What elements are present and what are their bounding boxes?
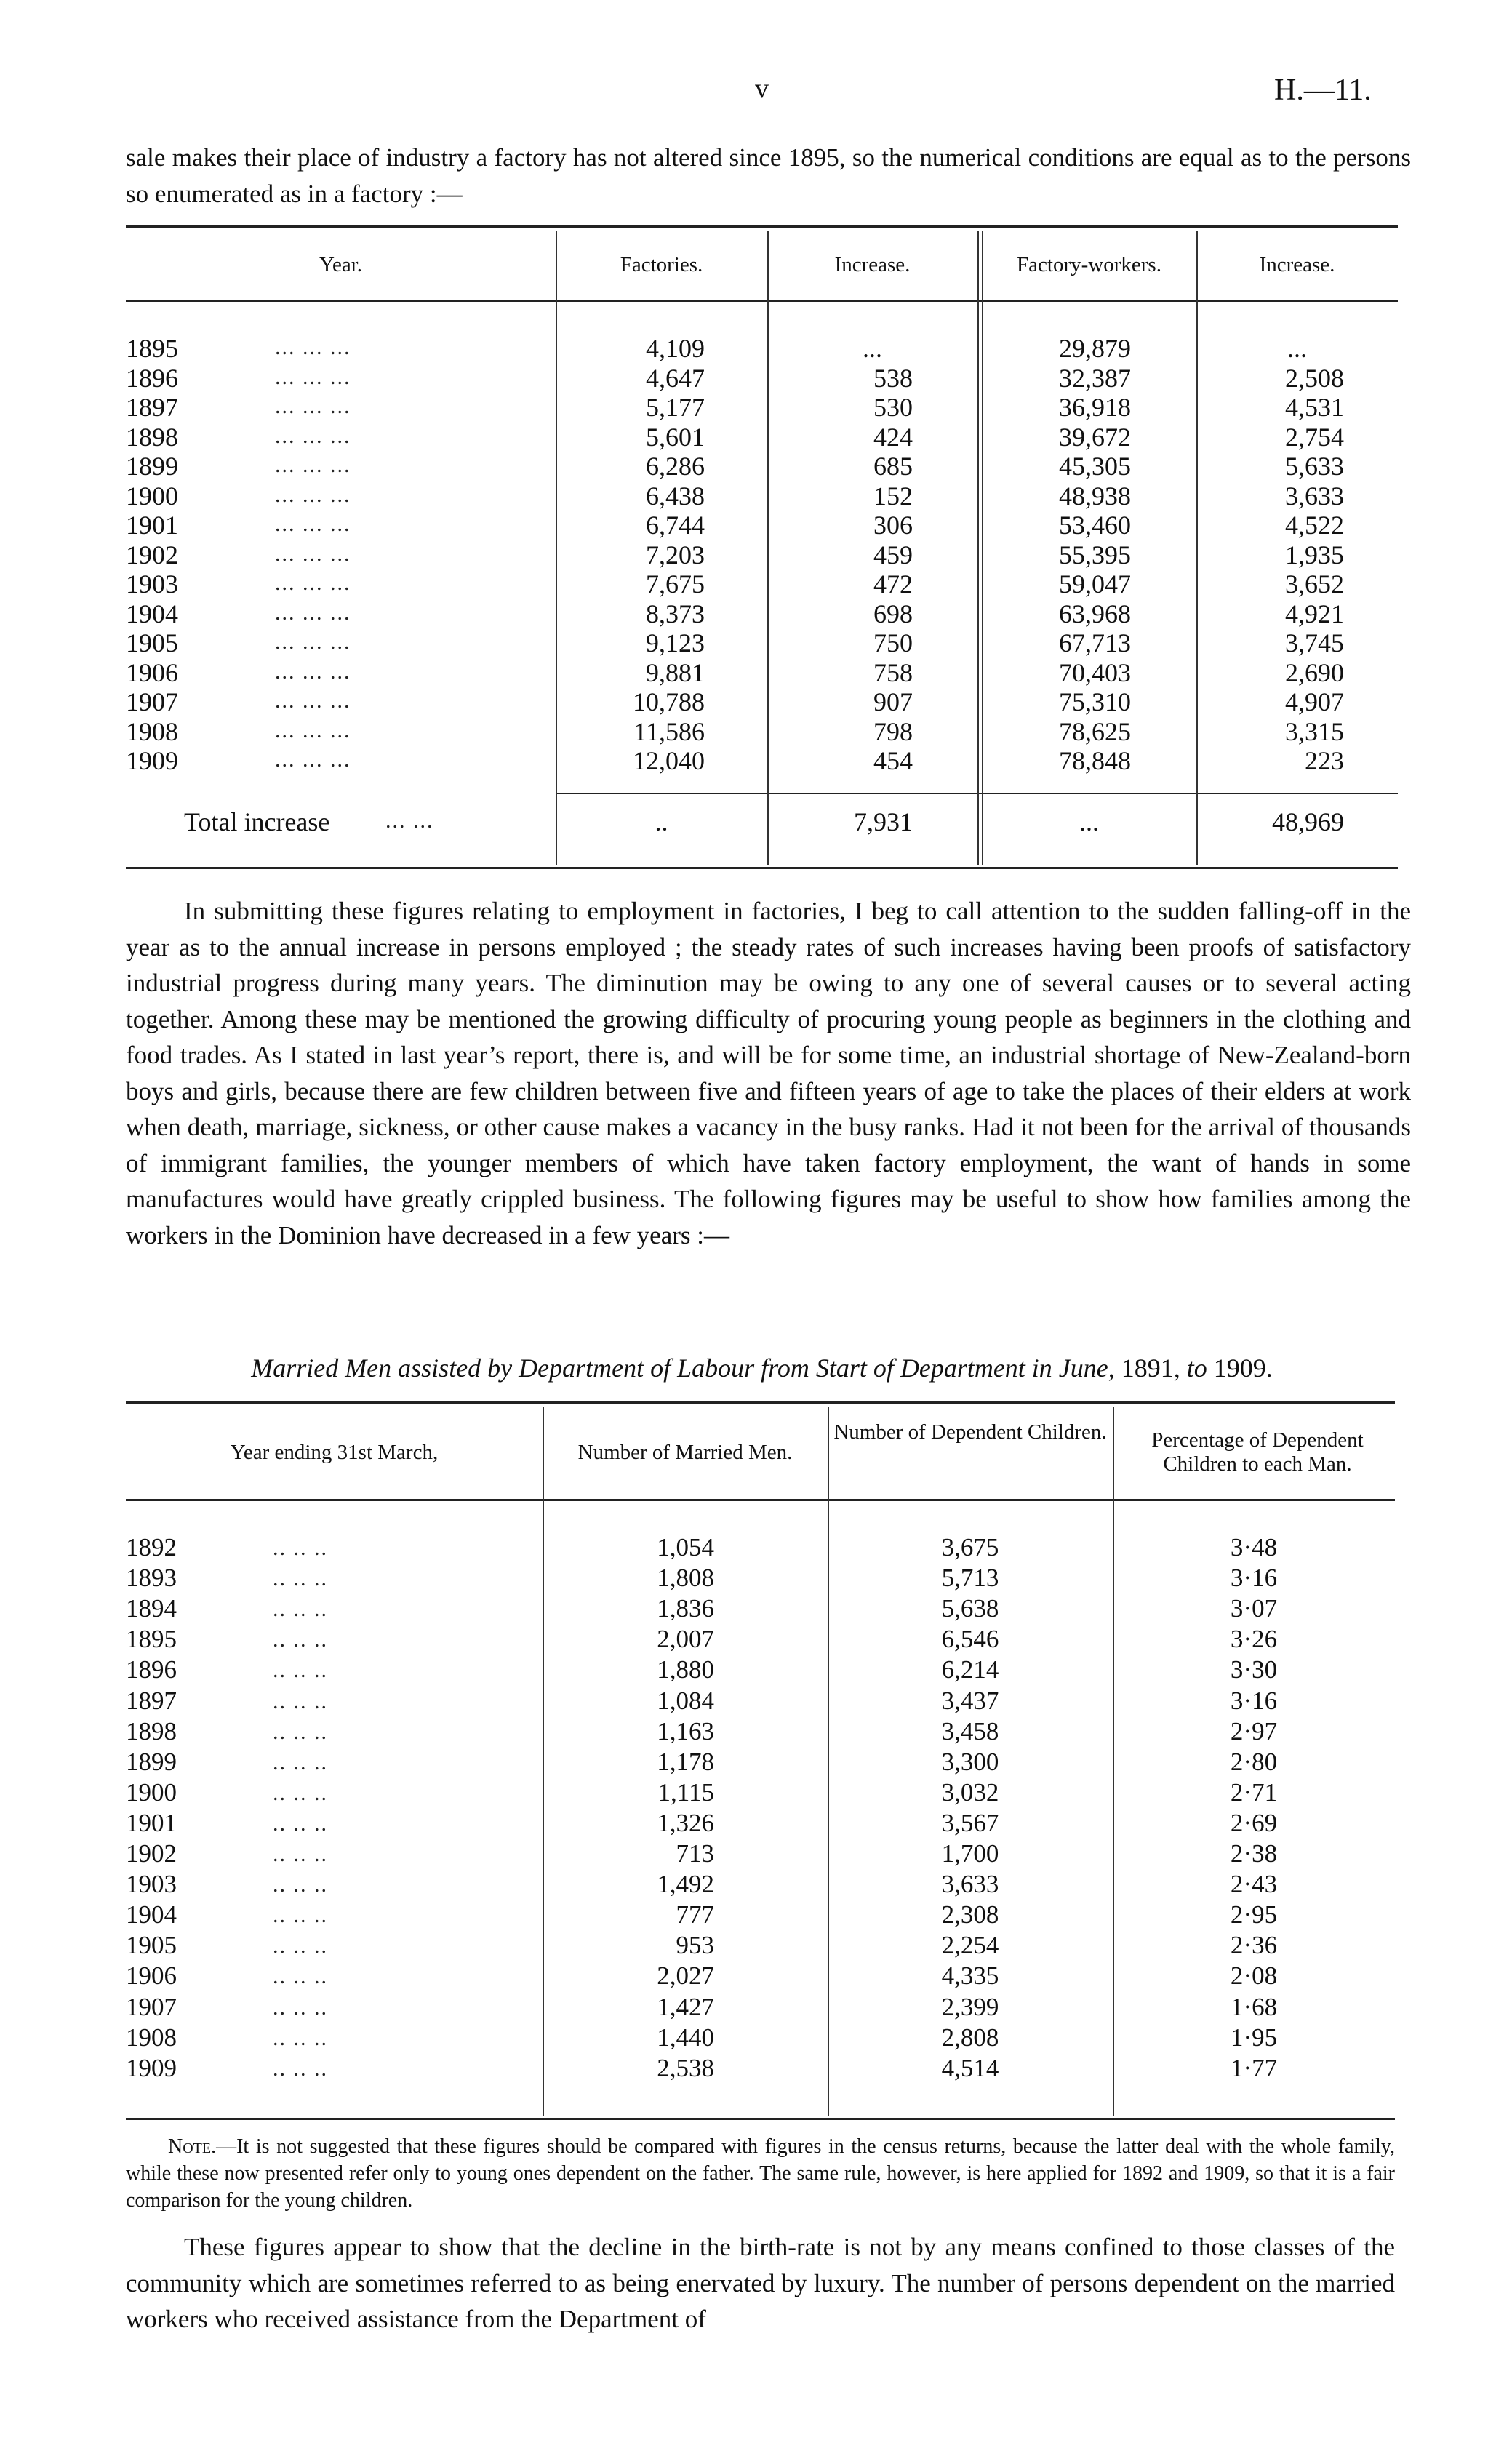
row-increase: 459 bbox=[873, 540, 913, 569]
leader-dots: .. .. .. bbox=[273, 1597, 328, 1622]
row-dependent-children: 4,335 bbox=[941, 1961, 999, 1991]
row-year: 1894 bbox=[126, 1594, 177, 1623]
leader-dots: .. .. .. bbox=[273, 1689, 328, 1713]
row-married-men: 1,836 bbox=[657, 1594, 714, 1623]
row-dependent-children: 2,254 bbox=[941, 1931, 999, 1960]
row-workers: 78,848 bbox=[1059, 746, 1131, 775]
leader-dots: ... ... ... bbox=[275, 748, 351, 772]
row-married-men: 2,538 bbox=[657, 2053, 714, 2082]
row-workers-increase: 4,921 bbox=[1285, 599, 1344, 628]
row-factories: 4,109 bbox=[646, 334, 705, 363]
leader-dots: .. .. .. bbox=[273, 2025, 328, 2050]
row-workers-increase: 4,907 bbox=[1285, 687, 1344, 716]
row-percentage: 3·16 bbox=[1230, 1686, 1278, 1715]
leader-dots: .. .. .. bbox=[273, 1567, 328, 1591]
leader-dots: .. .. .. bbox=[273, 1842, 328, 1866]
row-year: 1895 bbox=[126, 1625, 177, 1654]
leader-dots: .. .. .. bbox=[273, 1934, 328, 1959]
row-dependent-children: 3,675 bbox=[941, 1533, 999, 1561]
row-percentage: 3·26 bbox=[1230, 1625, 1278, 1654]
row-increase: 685 bbox=[873, 452, 913, 481]
row-year: 1906 bbox=[126, 1961, 177, 1991]
row-workers-increase: 2,508 bbox=[1285, 363, 1344, 393]
header-factory-workers: Factory-workers. bbox=[1017, 252, 1161, 276]
row-workers-increase: 1,935 bbox=[1285, 540, 1344, 569]
row-factories: 6,744 bbox=[646, 511, 705, 540]
row-factories: 8,373 bbox=[646, 599, 705, 628]
row-dependent-children: 2,308 bbox=[941, 1900, 999, 1929]
row-year: 1899 bbox=[126, 452, 178, 481]
row-year: 1897 bbox=[126, 393, 178, 422]
row-married-men: 1,178 bbox=[657, 1747, 714, 1776]
row-year: 1902 bbox=[126, 540, 178, 569]
row-dependent-children: 4,514 bbox=[941, 2053, 999, 2082]
total-workers: ... bbox=[1079, 807, 1099, 836]
row-married-men: 713 bbox=[676, 1839, 714, 1868]
row-workers-increase: 4,522 bbox=[1285, 511, 1344, 540]
row-year: 1898 bbox=[126, 1716, 177, 1745]
row-factories: 9,123 bbox=[646, 628, 705, 657]
row-married-men: 777 bbox=[676, 1900, 714, 1929]
row-increase: 306 bbox=[873, 511, 913, 540]
row-year: 1903 bbox=[126, 1870, 177, 1899]
leader-dots: ... ... ... bbox=[275, 335, 351, 359]
row-year: 1902 bbox=[126, 1839, 177, 1868]
row-dependent-children: 3,300 bbox=[941, 1747, 999, 1776]
header-married-men: Number of Married Men. bbox=[577, 1440, 793, 1464]
table-rule-top bbox=[126, 1401, 1395, 1404]
row-percentage: 2·38 bbox=[1230, 1839, 1278, 1868]
paragraph-birth-rate: These figures appear to show that the decline in the birth-rate is not by any means confined to those classes of the community which are sometimes referred to as being enervated by luxury. The number of persons dependent on the married workers who received assistance from the Department of bbox=[126, 2233, 1395, 2333]
row-dependent-children: 1,700 bbox=[941, 1839, 999, 1868]
row-year: 1906 bbox=[126, 657, 178, 687]
total-workers-increase: 48,969 bbox=[1272, 807, 1344, 836]
row-increase: 424 bbox=[873, 422, 913, 452]
table-rule-bottom bbox=[126, 2118, 1395, 2120]
row-year: 1896 bbox=[126, 1655, 177, 1684]
header-year-ending: Year ending 31st March, bbox=[230, 1440, 439, 1464]
caption-text: . bbox=[1265, 1353, 1273, 1383]
row-increase: 750 bbox=[873, 628, 913, 657]
row-workers: 63,968 bbox=[1059, 599, 1131, 628]
leader-dots: .. .. .. bbox=[273, 2056, 328, 2081]
leader-dots: ... ... ... bbox=[275, 423, 351, 448]
leader-dots: ... ... ... bbox=[275, 482, 351, 507]
row-factories: 11,586 bbox=[633, 716, 705, 746]
row-factories: 7,675 bbox=[646, 569, 705, 599]
row-workers-increase: ... bbox=[1287, 334, 1307, 363]
caption-year-end: 1909 bbox=[1213, 1353, 1266, 1383]
header-workers-increase: Increase. bbox=[1259, 252, 1335, 276]
row-workers-increase: 2,754 bbox=[1285, 422, 1344, 452]
row-workers-increase: 3,652 bbox=[1285, 569, 1344, 599]
header-dependent-children: Number of Dependent Children. bbox=[833, 1420, 1107, 1444]
leader-dots: ... ... ... bbox=[275, 659, 351, 684]
row-dependent-children: 2,399 bbox=[941, 1992, 999, 2021]
row-factories: 12,040 bbox=[633, 746, 705, 775]
leader-dots: ... ... ... bbox=[275, 571, 351, 595]
row-married-men: 1,492 bbox=[657, 1870, 714, 1899]
table-note bbox=[126, 2133, 1395, 2214]
caption-year-start: 1891 bbox=[1121, 1353, 1174, 1383]
caption-text: , to bbox=[1173, 1353, 1214, 1383]
row-percentage: 2·97 bbox=[1230, 1716, 1278, 1745]
leader-dots: ... ... ... bbox=[275, 453, 351, 477]
row-workers: 70,403 bbox=[1059, 657, 1131, 687]
row-workers-increase: 3,315 bbox=[1285, 716, 1344, 746]
row-dependent-children: 6,546 bbox=[941, 1625, 999, 1654]
row-year: 1900 bbox=[126, 1777, 177, 1807]
leader-dots: .. .. .. bbox=[273, 1995, 328, 2020]
row-factories: 6,286 bbox=[646, 452, 705, 481]
row-increase: ... bbox=[863, 334, 882, 363]
header-factories: Factories. bbox=[620, 252, 703, 276]
row-workers: 48,938 bbox=[1059, 481, 1131, 511]
paragraph-employment: In submitting these figures relating to employment in factories, I beg to call attention to the sudden falling-off in the year as to the annual increase in persons employed ; the steady rates of such increases having been proofs of satisfactory industrial progress during many years. The diminution may be owing to any one of several causes or to several acting together. Among these may be mentioned the growing difficulty of procuring young people as beginners in the clothing and food trades. As I stated in last year’s report, there is, and will be for some time, an industrial shortage of New-Zealand-born boys and girls, because there are few children between five and fifteen years of age to take the places of their elders at work when death, marriage, sickness, or other cause makes a vacancy in the busy ranks. Had it not been for the arrival of thousands of immigrant families, the younger members of which have taken factory employment, the want of hands in some manufactures would have greatly crippled business. The following figures may be useful to show how families among the workers in the Dominion have decreased in a few years :— bbox=[126, 897, 1411, 1249]
leader-dots: .. .. .. bbox=[273, 1964, 328, 1989]
row-workers-increase: 2,690 bbox=[1285, 657, 1344, 687]
row-workers: 67,713 bbox=[1059, 628, 1131, 657]
row-increase: 472 bbox=[873, 569, 913, 599]
total-increase: 7,931 bbox=[854, 807, 913, 836]
row-factories: 4,647 bbox=[646, 363, 705, 393]
row-workers: 59,047 bbox=[1059, 569, 1131, 599]
row-dependent-children: 3,032 bbox=[941, 1777, 999, 1807]
row-factories: 6,438 bbox=[646, 481, 705, 511]
row-workers-increase: 223 bbox=[1305, 746, 1344, 775]
leader-dots: ... ... ... bbox=[275, 364, 351, 389]
row-year: 1908 bbox=[126, 716, 178, 746]
row-year: 1903 bbox=[126, 569, 178, 599]
row-increase: 538 bbox=[873, 363, 913, 393]
row-workers: 36,918 bbox=[1059, 393, 1131, 422]
row-percentage: 2·08 bbox=[1230, 1961, 1278, 1991]
leader-dots: ... ... ... bbox=[275, 512, 351, 536]
row-dependent-children: 2,808 bbox=[941, 2023, 999, 2052]
header-increase: Increase. bbox=[834, 252, 911, 276]
leader-dots: ... ... bbox=[385, 809, 434, 833]
row-married-men: 1,880 bbox=[657, 1655, 714, 1684]
leader-dots: .. .. .. bbox=[273, 1750, 328, 1775]
row-married-men: 1,163 bbox=[657, 1716, 714, 1745]
row-married-men: 1,084 bbox=[657, 1686, 714, 1715]
row-year: 1909 bbox=[126, 746, 178, 775]
total-factories: .. bbox=[655, 807, 668, 836]
row-year: 1898 bbox=[126, 422, 178, 452]
row-married-men: 1,427 bbox=[657, 1992, 714, 2021]
row-married-men: 1,440 bbox=[657, 2023, 714, 2052]
row-workers: 29,879 bbox=[1059, 334, 1131, 363]
leader-dots: .. .. .. bbox=[273, 1903, 328, 1928]
row-percentage: 1·68 bbox=[1230, 1992, 1278, 2021]
row-year: 1904 bbox=[126, 599, 178, 628]
row-increase: 698 bbox=[873, 599, 913, 628]
row-workers-increase: 3,745 bbox=[1285, 628, 1344, 657]
row-year: 1907 bbox=[126, 687, 178, 716]
row-increase: 454 bbox=[873, 746, 913, 775]
row-married-men: 1,115 bbox=[657, 1777, 714, 1807]
row-increase: 152 bbox=[873, 481, 913, 511]
row-year: 1896 bbox=[126, 363, 178, 393]
row-married-men: 1,808 bbox=[657, 1564, 714, 1593]
row-workers: 75,310 bbox=[1059, 687, 1131, 716]
row-dependent-children: 3,437 bbox=[941, 1686, 999, 1715]
row-percentage: 3·48 bbox=[1230, 1533, 1278, 1561]
row-dependent-children: 3,567 bbox=[941, 1808, 999, 1837]
row-percentage: 2·80 bbox=[1230, 1747, 1278, 1776]
leader-dots: ... ... ... bbox=[275, 718, 351, 743]
row-year: 1907 bbox=[126, 1992, 177, 2021]
row-year: 1893 bbox=[126, 1564, 177, 1593]
row-factories: 9,881 bbox=[646, 657, 705, 687]
row-year: 1908 bbox=[126, 2023, 177, 2052]
leader-dots: .. .. .. bbox=[273, 1658, 328, 1683]
leader-dots: ... ... ... bbox=[275, 541, 351, 566]
row-year: 1901 bbox=[126, 511, 178, 540]
row-married-men: 1,054 bbox=[657, 1533, 714, 1561]
header-year: Year. bbox=[319, 252, 363, 276]
leader-dots: .. .. .. bbox=[273, 1719, 328, 1744]
row-percentage: 1·95 bbox=[1230, 2023, 1278, 2052]
note-label: Note. bbox=[168, 2135, 217, 2158]
row-year: 1904 bbox=[126, 1900, 177, 1929]
row-factories: 5,177 bbox=[646, 393, 705, 422]
row-workers: 78,625 bbox=[1059, 716, 1131, 746]
row-workers: 53,460 bbox=[1059, 511, 1131, 540]
row-percentage: 3·16 bbox=[1230, 1564, 1278, 1593]
row-dependent-children: 3,458 bbox=[941, 1716, 999, 1745]
row-percentage: 2·36 bbox=[1230, 1931, 1278, 1960]
header-percentage: Percentage of Dependent Children to each Man. bbox=[1151, 1428, 1364, 1476]
row-workers: 39,672 bbox=[1059, 422, 1131, 452]
row-percentage: 2·71 bbox=[1230, 1777, 1278, 1807]
row-dependent-children: 6,214 bbox=[941, 1655, 999, 1684]
row-year: 1905 bbox=[126, 1931, 177, 1960]
row-year: 1901 bbox=[126, 1808, 177, 1837]
row-workers-increase: 4,531 bbox=[1285, 393, 1344, 422]
row-percentage: 2·69 bbox=[1230, 1808, 1278, 1837]
row-dependent-children: 5,713 bbox=[941, 1564, 999, 1593]
row-percentage: 2·43 bbox=[1230, 1870, 1278, 1899]
table-rule-header bbox=[126, 1499, 1395, 1501]
row-year: 1892 bbox=[126, 1533, 177, 1561]
intro-text: sale makes their place of industry a factory has not altered since 1895, so the numerical conditions are equal as to the persons so enumerated as in a factory :— bbox=[126, 143, 1411, 208]
leader-dots: .. .. .. bbox=[273, 1628, 328, 1652]
row-increase: 907 bbox=[873, 687, 913, 716]
note-text: —It is not suggested that these figures should be compared with figures in the census returns, because the latter deal with the whole family, while these now presented refer only to young ones dependent on the father. The same rule, however, is here applied for 1892 and 1909, so that it is a fair comparison for the young children. bbox=[126, 2135, 1395, 2212]
row-percentage: 3·07 bbox=[1230, 1594, 1278, 1623]
row-factories: 7,203 bbox=[646, 540, 705, 569]
leader-dots: .. .. .. bbox=[273, 1780, 328, 1805]
leader-dots: ... ... ... bbox=[275, 630, 351, 654]
row-year: 1897 bbox=[126, 1686, 177, 1715]
row-year: 1900 bbox=[126, 481, 178, 511]
leader-dots: ... ... ... bbox=[275, 600, 351, 625]
row-workers: 32,387 bbox=[1059, 363, 1131, 393]
row-married-men: 1,326 bbox=[657, 1808, 714, 1837]
row-percentage: 3·30 bbox=[1230, 1655, 1278, 1684]
row-increase: 798 bbox=[873, 716, 913, 746]
row-percentage: 1·77 bbox=[1230, 2053, 1278, 2082]
row-workers: 55,395 bbox=[1059, 540, 1131, 569]
row-factories: 10,788 bbox=[633, 687, 705, 716]
row-year: 1899 bbox=[126, 1747, 177, 1776]
row-married-men: 2,007 bbox=[657, 1625, 714, 1654]
document-reference: H.—11. bbox=[1274, 73, 1372, 107]
row-workers-increase: 3,633 bbox=[1285, 481, 1344, 511]
row-workers: 45,305 bbox=[1059, 452, 1131, 481]
total-label: Total increase bbox=[184, 807, 330, 836]
row-dependent-children: 3,633 bbox=[941, 1870, 999, 1899]
caption-text: Married Men assisted by Department of Labour from Start of Department in June, bbox=[251, 1353, 1121, 1383]
row-married-men: 2,027 bbox=[657, 1961, 714, 1991]
row-factories: 5,601 bbox=[646, 422, 705, 452]
row-increase: 758 bbox=[873, 657, 913, 687]
leader-dots: .. .. .. bbox=[273, 1811, 328, 1836]
row-married-men: 953 bbox=[676, 1931, 714, 1960]
leader-dots: .. .. .. bbox=[273, 1536, 328, 1560]
row-increase: 530 bbox=[873, 393, 913, 422]
leader-dots: .. .. .. bbox=[273, 1873, 328, 1897]
row-dependent-children: 5,638 bbox=[941, 1594, 999, 1623]
row-year: 1905 bbox=[126, 628, 178, 657]
row-percentage: 2·95 bbox=[1230, 1900, 1278, 1929]
leader-dots: ... ... ... bbox=[275, 689, 351, 713]
row-workers-increase: 5,633 bbox=[1285, 452, 1344, 481]
leader-dots: ... ... ... bbox=[275, 394, 351, 418]
row-year: 1909 bbox=[126, 2053, 177, 2082]
page-number: v bbox=[755, 73, 769, 104]
row-year: 1895 bbox=[126, 334, 178, 363]
